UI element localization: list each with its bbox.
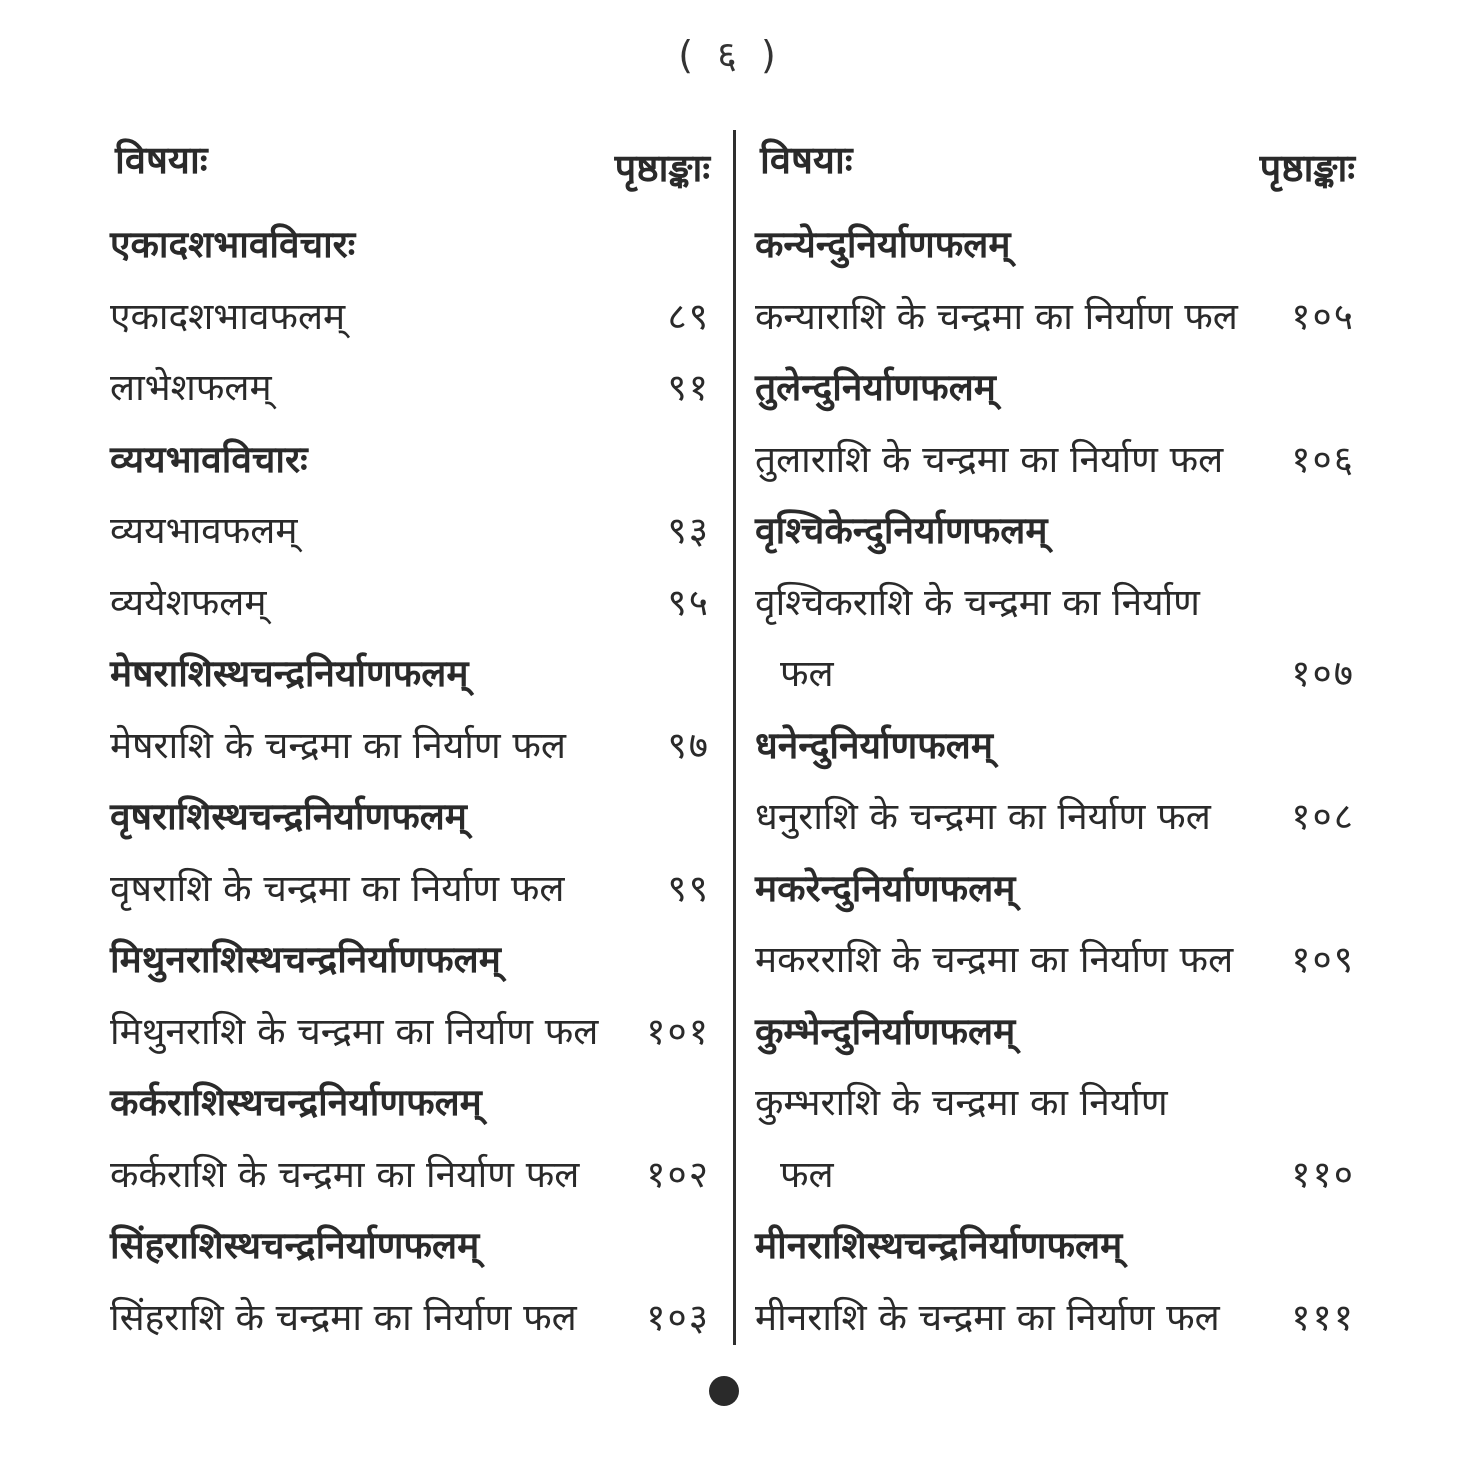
entry-title: कर्कराशिस्थचन्द्रनिर्याणफलम् <box>110 1081 482 1124</box>
entry-page-number: ९९ <box>667 866 710 910</box>
toc-entry <box>755 930 1355 990</box>
topic-header: विषयाः <box>115 138 208 182</box>
toc-entry <box>755 644 1355 704</box>
entry-page-number: १०१ <box>646 1009 710 1053</box>
left-column-header <box>110 133 710 193</box>
entry-title: मकरराशि के चन्द्रमा का निर्याण फल <box>755 938 1234 981</box>
entry-title: तुलाराशि के चन्द्रमा का निर्याण फल <box>755 437 1224 481</box>
entry-page-number: ९७ <box>667 723 710 767</box>
entry-title: वृषराशि के चन्द्रमा का निर्याण फल <box>110 866 565 910</box>
entry-title: कुम्भेन्दुनिर्याणफलम् <box>755 1009 1016 1053</box>
entry-title: कन्याराशि के चन्द्रमा का निर्याण फल <box>755 294 1238 338</box>
entry-page-number: १११ <box>1291 1295 1355 1339</box>
section-heading <box>755 1216 1355 1276</box>
entry-title: धनुराशि के चन्द्रमा का निर्याण फल <box>755 795 1211 838</box>
section-heading <box>110 1216 710 1276</box>
entry-title: वृश्चिकेन्दुनिर्याणफलम् <box>755 509 1048 552</box>
section-heading <box>755 215 1355 275</box>
page-header: पृष्ठाङ्काः <box>1259 146 1355 190</box>
section-heading <box>755 859 1355 919</box>
toc-entry <box>755 1145 1355 1205</box>
entry-title: लाभेशफलम् <box>110 366 272 409</box>
entry-page-number: ९३ <box>667 509 710 552</box>
toc-entry <box>755 430 1355 490</box>
section-heading <box>110 930 710 990</box>
section-heading <box>110 644 710 704</box>
entry-page-number: ११० <box>1291 1152 1355 1196</box>
toc-entry <box>755 1073 1355 1133</box>
entry-title: कन्येन्दुनिर्याणफलम् <box>755 223 1011 266</box>
entry-title: वृषराशिस्थचन्द्रनिर्याणफलम् <box>110 795 467 838</box>
entry-title: एकादशभावफलम् <box>110 294 346 338</box>
entry-title: मकरेन्दुनिर्याणफलम् <box>755 866 1016 910</box>
page-header: पृष्ठाङ्काः <box>614 146 710 190</box>
entry-page-number: ९५ <box>667 580 710 624</box>
section-heading <box>755 358 1355 418</box>
entry-page-number: ८९ <box>667 294 710 338</box>
section-heading <box>110 1073 710 1133</box>
section-heading <box>755 1002 1355 1062</box>
toc-entry <box>110 1002 710 1062</box>
entry-title: सिंहराशिस्थचन्द्रनिर्याणफलम् <box>110 1224 480 1267</box>
section-heading <box>110 430 710 490</box>
topic-header: विषयाः <box>760 138 853 182</box>
entry-title: फल <box>780 652 834 695</box>
toc-entry <box>110 287 710 347</box>
toc-entry <box>110 573 710 633</box>
section-heading <box>755 501 1355 561</box>
column-divider <box>733 130 736 1345</box>
entry-page-number: ९१ <box>667 366 710 409</box>
entry-title: वृश्चिकराशि के चन्द्रमा का निर्याण <box>755 580 1200 624</box>
entry-title: एकादशभावविचारः <box>110 223 356 266</box>
entry-page-number: १०९ <box>1291 938 1355 981</box>
entry-title: व्ययभावफलम् <box>110 509 298 552</box>
toc-entry <box>110 358 710 418</box>
entry-title: व्ययभावविचारः <box>110 437 308 481</box>
entry-title: मिथुनराशिस्थचन्द्रनिर्याणफलम् <box>110 938 501 981</box>
toc-entry <box>110 1288 710 1348</box>
entry-page-number: १०६ <box>1291 437 1355 481</box>
entry-title: सिंहराशि के चन्द्रमा का निर्याण फल <box>110 1295 577 1339</box>
toc-entry <box>755 1288 1355 1348</box>
entry-title: तुलेन्दुनिर्याणफलम् <box>755 366 996 409</box>
entry-page-number: १०७ <box>1291 652 1355 695</box>
bullet-mark <box>709 1376 739 1406</box>
page-number: ( ६ ) <box>678 33 782 77</box>
entry-title: कुम्भराशि के चन्द्रमा का निर्याण <box>755 1081 1168 1124</box>
entry-title: फल <box>780 1152 834 1196</box>
section-heading <box>755 716 1355 776</box>
entry-title: मेषराशिस्थचन्द्रनिर्याणफलम् <box>110 652 469 695</box>
section-heading <box>110 787 710 847</box>
toc-entry <box>110 1145 710 1205</box>
entry-title: मिथुनराशि के चन्द्रमा का निर्याण फल <box>110 1009 599 1053</box>
entry-page-number: १०८ <box>1291 795 1355 838</box>
toc-entry <box>110 501 710 561</box>
entry-title: मेषराशि के चन्द्रमा का निर्याण फल <box>110 723 567 767</box>
toc-entry <box>110 859 710 919</box>
toc-entry <box>110 716 710 776</box>
entry-page-number: १०३ <box>646 1295 710 1339</box>
toc-entry <box>755 573 1355 633</box>
entry-title: कर्कराशि के चन्द्रमा का निर्याण फल <box>110 1152 580 1196</box>
entry-title: व्ययेशफलम् <box>110 580 267 624</box>
entry-title: धनेन्दुनिर्याणफलम् <box>755 723 994 767</box>
entry-page-number: १०२ <box>646 1152 710 1196</box>
section-heading <box>110 215 710 275</box>
entry-title: मीनराशि के चन्द्रमा का निर्याण फल <box>755 1295 1220 1339</box>
toc-entry <box>755 787 1355 847</box>
entry-page-number: १०५ <box>1291 294 1355 338</box>
entry-title: मीनराशिस्थचन्द्रनिर्याणफलम् <box>755 1224 1123 1267</box>
toc-entry <box>755 287 1355 347</box>
right-column-header <box>755 133 1355 193</box>
